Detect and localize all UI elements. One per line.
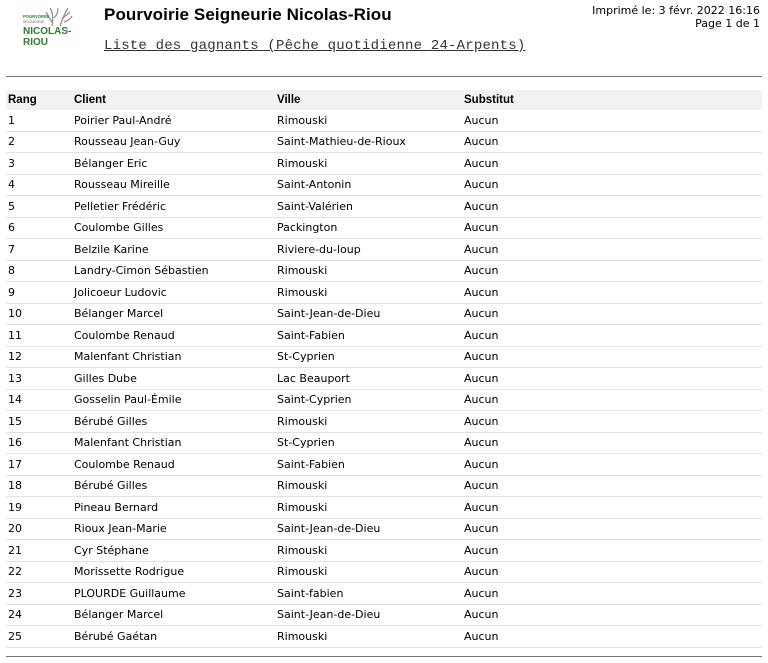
company-logo xyxy=(22,4,74,52)
cell-substitut: Aucun xyxy=(464,303,762,325)
cell-client: Malenfant Christian xyxy=(74,432,277,454)
cell-substitut: Aucun xyxy=(464,368,762,390)
cell-ville: Rimouski xyxy=(277,411,464,433)
organization-name: Pourvoirie Seigneurie Nicolas-Riou xyxy=(104,5,392,24)
cell-client: Poirier Paul-André xyxy=(74,110,277,131)
printed-date: Imprimé le: 3 févr. 2022 16:16 xyxy=(592,4,760,17)
cell-client: Gilles Dube xyxy=(74,368,277,390)
cell-substitut: Aucun xyxy=(464,174,762,196)
table-row xyxy=(6,389,762,411)
cell-substitut: Aucun xyxy=(464,561,762,583)
table-row xyxy=(6,518,762,540)
cell-ville: Lac Beauport xyxy=(277,368,464,390)
bottom-divider xyxy=(6,656,762,657)
cell-client: Cyr Stéphane xyxy=(74,540,277,562)
cell-ville: Saint-Jean-de-Dieu xyxy=(277,518,464,540)
cell-ville: Rimouski xyxy=(277,497,464,519)
cell-rang: 2 xyxy=(6,131,74,153)
cell-rang: 13 xyxy=(6,368,74,390)
cell-ville: Rimouski xyxy=(277,540,464,562)
table-row xyxy=(6,153,762,175)
cell-rang: 20 xyxy=(6,518,74,540)
winners-table xyxy=(6,90,762,648)
cell-substitut: Aucun xyxy=(464,432,762,454)
table-row xyxy=(6,346,762,368)
cell-rang: 5 xyxy=(6,196,74,218)
cell-substitut: Aucun xyxy=(464,497,762,519)
table-row xyxy=(6,239,762,261)
cell-substitut: Aucun xyxy=(464,110,762,131)
table-row xyxy=(6,260,762,282)
table-row xyxy=(6,174,762,196)
cell-ville: Rimouski xyxy=(277,626,464,648)
cell-rang: 12 xyxy=(6,346,74,368)
svg-text:SEIGNEURIE: SEIGNEURIE xyxy=(23,20,44,24)
cell-substitut: Aucun xyxy=(464,153,762,175)
table-row xyxy=(6,626,762,648)
cell-ville: Rimouski xyxy=(277,153,464,175)
table-row xyxy=(6,282,762,304)
cell-ville: Rimouski xyxy=(277,110,464,131)
svg-text:NICOLAS-: NICOLAS- xyxy=(23,26,72,37)
cell-rang: 3 xyxy=(6,153,74,175)
cell-client: Morissette Rodrigue xyxy=(74,561,277,583)
cell-ville: Saint-Fabien xyxy=(277,325,464,347)
table-row xyxy=(6,368,762,390)
cell-rang: 16 xyxy=(6,432,74,454)
cell-rang: 21 xyxy=(6,540,74,562)
cell-client: Bérubé Gilles xyxy=(74,475,277,497)
cell-substitut: Aucun xyxy=(464,540,762,562)
cell-rang: 18 xyxy=(6,475,74,497)
cell-substitut: Aucun xyxy=(464,583,762,605)
cell-ville: Saint-Jean-de-Dieu xyxy=(277,303,464,325)
cell-client: Pelletier Frédéric xyxy=(74,196,277,218)
cell-substitut: Aucun xyxy=(464,282,762,304)
cell-substitut: Aucun xyxy=(464,389,762,411)
table-row xyxy=(6,475,762,497)
cell-client: Rousseau Mireille xyxy=(74,174,277,196)
column-header-rang: Rang xyxy=(6,90,74,110)
cell-rang: 1 xyxy=(6,110,74,131)
cell-client: Bélanger Marcel xyxy=(74,303,277,325)
cell-substitut: Aucun xyxy=(464,325,762,347)
cell-rang: 17 xyxy=(6,454,74,476)
cell-substitut: Aucun xyxy=(464,475,762,497)
cell-ville: Saint-Cyprien xyxy=(277,389,464,411)
svg-text:RIOU: RIOU xyxy=(23,37,48,48)
print-meta xyxy=(592,4,760,30)
cell-client: Jolicoeur Ludovic xyxy=(74,282,277,304)
cell-substitut: Aucun xyxy=(464,131,762,153)
column-header-client: Client xyxy=(74,90,277,110)
cell-substitut: Aucun xyxy=(464,346,762,368)
cell-rang: 24 xyxy=(6,604,74,626)
cell-ville: Saint-Fabien xyxy=(277,454,464,476)
cell-client: Rioux Jean-Marie xyxy=(74,518,277,540)
table-row xyxy=(6,454,762,476)
top-divider xyxy=(6,76,762,77)
cell-rang: 11 xyxy=(6,325,74,347)
cell-client: Rousseau Jean-Guy xyxy=(74,131,277,153)
table-row xyxy=(6,325,762,347)
column-header-substitut: Substitut xyxy=(464,90,762,110)
cell-rang: 19 xyxy=(6,497,74,519)
table-row xyxy=(6,131,762,153)
cell-client: Gosselin Paul-Émile xyxy=(74,389,277,411)
cell-ville: Saint-Valérien xyxy=(277,196,464,218)
cell-rang: 8 xyxy=(6,260,74,282)
cell-rang: 7 xyxy=(6,239,74,261)
cell-rang: 22 xyxy=(6,561,74,583)
cell-rang: 14 xyxy=(6,389,74,411)
cell-client: Pineau Bernard xyxy=(74,497,277,519)
cell-client: Bélanger Marcel xyxy=(74,604,277,626)
cell-ville: Saint-Jean-de-Dieu xyxy=(277,604,464,626)
table-row xyxy=(6,217,762,239)
table-row xyxy=(6,604,762,626)
cell-ville: Rimouski xyxy=(277,561,464,583)
table-row xyxy=(6,497,762,519)
table-row xyxy=(6,432,762,454)
table-row xyxy=(6,110,762,131)
report-title: Liste des gagnants (Pêche quotidienne 24-Arpents) xyxy=(104,38,526,54)
cell-client: Bélanger Eric xyxy=(74,153,277,175)
cell-substitut: Aucun xyxy=(464,411,762,433)
cell-substitut: Aucun xyxy=(464,217,762,239)
cell-client: Bérubé Gilles xyxy=(74,411,277,433)
cell-substitut: Aucun xyxy=(464,626,762,648)
svg-text:POURVOIRIE: POURVOIRIE xyxy=(23,14,50,19)
cell-rang: 23 xyxy=(6,583,74,605)
cell-ville: Saint-Antonin xyxy=(277,174,464,196)
cell-substitut: Aucun xyxy=(464,260,762,282)
cell-ville: Rimouski xyxy=(277,260,464,282)
cell-rang: 25 xyxy=(6,626,74,648)
cell-substitut: Aucun xyxy=(464,196,762,218)
cell-ville: Riviere-du-loup xyxy=(277,239,464,261)
cell-client: Belzile Karine xyxy=(74,239,277,261)
cell-client: PLOURDE Guillaume xyxy=(74,583,277,605)
cell-client: Coulombe Gilles xyxy=(74,217,277,239)
table-row xyxy=(6,196,762,218)
cell-rang: 9 xyxy=(6,282,74,304)
column-header-ville: Ville xyxy=(277,90,464,110)
cell-ville: Rimouski xyxy=(277,282,464,304)
cell-client: Malenfant Christian xyxy=(74,346,277,368)
table-row xyxy=(6,411,762,433)
cell-client: Bérubé Gaétan xyxy=(74,626,277,648)
cell-substitut: Aucun xyxy=(464,518,762,540)
cell-ville: Saint-fabien xyxy=(277,583,464,605)
cell-ville: Rimouski xyxy=(277,475,464,497)
cell-substitut: Aucun xyxy=(464,454,762,476)
cell-ville: St-Cyprien xyxy=(277,432,464,454)
cell-client: Landry-Cimon Sébastien xyxy=(74,260,277,282)
cell-substitut: Aucun xyxy=(464,604,762,626)
cell-substitut: Aucun xyxy=(464,239,762,261)
cell-rang: 4 xyxy=(6,174,74,196)
cell-rang: 15 xyxy=(6,411,74,433)
table-row xyxy=(6,583,762,605)
cell-rang: 10 xyxy=(6,303,74,325)
page-number: Page 1 de 1 xyxy=(695,17,760,30)
table-row xyxy=(6,561,762,583)
table-header-row xyxy=(6,90,762,110)
cell-rang: 6 xyxy=(6,217,74,239)
cell-ville: Saint-Mathieu-de-Rioux xyxy=(277,131,464,153)
cell-client: Coulombe Renaud xyxy=(74,454,277,476)
table-row xyxy=(6,540,762,562)
cell-ville: Packington xyxy=(277,217,464,239)
table-row xyxy=(6,303,762,325)
cell-client: Coulombe Renaud xyxy=(74,325,277,347)
cell-ville: St-Cyprien xyxy=(277,346,464,368)
